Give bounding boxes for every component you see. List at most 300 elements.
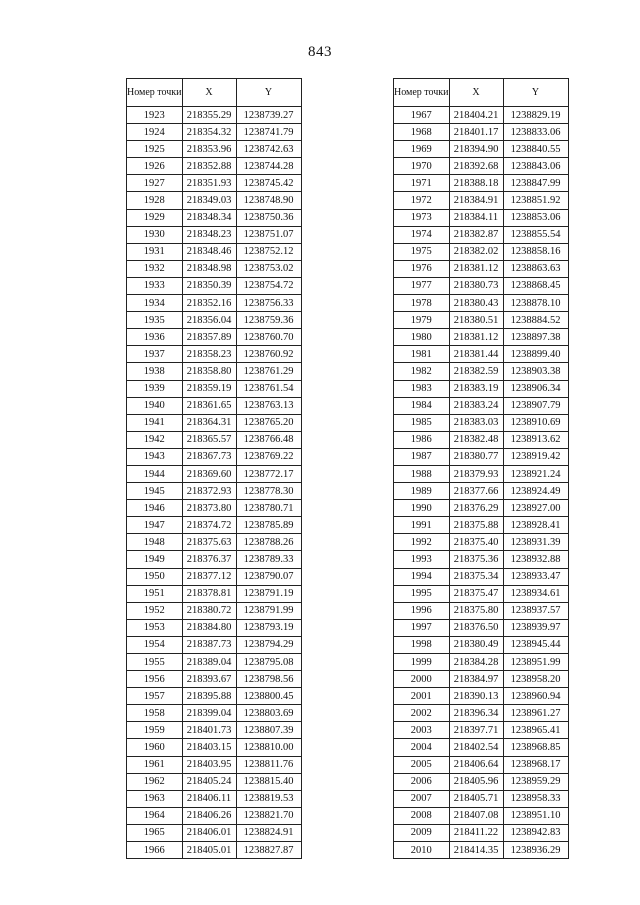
table-row bbox=[394, 209, 569, 226]
cell-point-number: 1926 bbox=[127, 158, 183, 175]
table-row bbox=[127, 585, 302, 602]
cell-x: 218384.11 bbox=[449, 209, 503, 226]
cell-y: 1238959.29 bbox=[503, 773, 568, 790]
cell-x: 218382.87 bbox=[449, 226, 503, 243]
cell-point-number: 1955 bbox=[127, 654, 183, 671]
cell-point-number: 1945 bbox=[127, 483, 183, 500]
table-row bbox=[394, 705, 569, 722]
cell-point-number: 1990 bbox=[394, 500, 450, 517]
cell-point-number: 2003 bbox=[394, 722, 450, 739]
cell-point-number: 1937 bbox=[127, 346, 183, 363]
cell-y: 1238807.39 bbox=[236, 722, 301, 739]
cell-point-number: 1982 bbox=[394, 363, 450, 380]
cell-x: 218375.40 bbox=[449, 534, 503, 551]
cell-y: 1238927.00 bbox=[503, 500, 568, 517]
table-row bbox=[127, 654, 302, 671]
cell-x: 218401.17 bbox=[449, 124, 503, 141]
table-row bbox=[127, 209, 302, 226]
cell-point-number: 1999 bbox=[394, 654, 450, 671]
cell-point-number: 1949 bbox=[127, 551, 183, 568]
table-row bbox=[127, 277, 302, 294]
cell-x: 218378.81 bbox=[182, 585, 236, 602]
cell-y: 1238960.94 bbox=[503, 688, 568, 705]
cell-x: 218373.80 bbox=[182, 500, 236, 517]
table-row bbox=[127, 602, 302, 619]
cell-point-number: 1964 bbox=[127, 807, 183, 824]
table-row bbox=[394, 517, 569, 534]
table-row bbox=[127, 500, 302, 517]
table-row bbox=[127, 192, 302, 209]
cell-y: 1238788.26 bbox=[236, 534, 301, 551]
cell-x: 218358.23 bbox=[182, 346, 236, 363]
cell-point-number: 1962 bbox=[127, 773, 183, 790]
cell-point-number: 1940 bbox=[127, 397, 183, 414]
cell-x: 218352.88 bbox=[182, 158, 236, 175]
cell-y: 1238780.71 bbox=[236, 500, 301, 517]
cell-x: 218348.34 bbox=[182, 209, 236, 226]
page-number: 843 bbox=[308, 44, 332, 60]
cell-y: 1238819.53 bbox=[236, 790, 301, 807]
cell-y: 1238778.30 bbox=[236, 483, 301, 500]
cell-x: 218382.48 bbox=[449, 431, 503, 448]
cell-y: 1238759.36 bbox=[236, 312, 301, 329]
cell-point-number: 1996 bbox=[394, 602, 450, 619]
cell-y: 1238745.42 bbox=[236, 175, 301, 192]
cell-x: 218403.15 bbox=[182, 739, 236, 756]
cell-y: 1238765.20 bbox=[236, 414, 301, 431]
cell-y: 1238932.88 bbox=[503, 551, 568, 568]
cell-y: 1238843.06 bbox=[503, 158, 568, 175]
cell-x: 218380.72 bbox=[182, 602, 236, 619]
table-row bbox=[394, 534, 569, 551]
cell-point-number: 1927 bbox=[127, 175, 183, 192]
cell-x: 218381.12 bbox=[449, 329, 503, 346]
cell-point-number: 1924 bbox=[127, 124, 183, 141]
cell-point-number: 1986 bbox=[394, 431, 450, 448]
cell-y: 1238753.02 bbox=[236, 260, 301, 277]
cell-y: 1238744.28 bbox=[236, 158, 301, 175]
cell-point-number: 1991 bbox=[394, 517, 450, 534]
cell-point-number: 1934 bbox=[127, 295, 183, 312]
table-row bbox=[127, 705, 302, 722]
table-row bbox=[394, 312, 569, 329]
cell-x: 218383.19 bbox=[449, 380, 503, 397]
table-row bbox=[127, 141, 302, 158]
cell-y: 1238910.69 bbox=[503, 414, 568, 431]
cell-x: 218354.32 bbox=[182, 124, 236, 141]
table-row bbox=[127, 363, 302, 380]
table-row bbox=[127, 124, 302, 141]
cell-y: 1238803.69 bbox=[236, 705, 301, 722]
table-row bbox=[394, 448, 569, 465]
table-row bbox=[127, 568, 302, 585]
cell-point-number: 1956 bbox=[127, 671, 183, 688]
header-x: X bbox=[182, 79, 236, 107]
cell-point-number: 1970 bbox=[394, 158, 450, 175]
cell-point-number: 1995 bbox=[394, 585, 450, 602]
cell-y: 1238931.39 bbox=[503, 534, 568, 551]
cell-x: 218367.73 bbox=[182, 448, 236, 465]
coordinates-table-left bbox=[126, 78, 302, 859]
cell-y: 1238754.72 bbox=[236, 277, 301, 294]
cell-point-number: 1974 bbox=[394, 226, 450, 243]
cell-y: 1238760.70 bbox=[236, 329, 301, 346]
cell-x: 218406.11 bbox=[182, 790, 236, 807]
header-x: X bbox=[449, 79, 503, 107]
cell-x: 218374.72 bbox=[182, 517, 236, 534]
cell-y: 1238772.17 bbox=[236, 465, 301, 482]
header-point-number: Номер точки bbox=[394, 79, 450, 107]
cell-point-number: 1972 bbox=[394, 192, 450, 209]
coordinates-table-right bbox=[393, 78, 569, 859]
cell-y: 1238751.07 bbox=[236, 226, 301, 243]
cell-x: 218396.34 bbox=[449, 705, 503, 722]
cell-point-number: 1992 bbox=[394, 534, 450, 551]
table-row bbox=[127, 107, 302, 124]
cell-point-number: 1929 bbox=[127, 209, 183, 226]
cell-x: 218406.01 bbox=[182, 824, 236, 841]
cell-y: 1238847.99 bbox=[503, 175, 568, 192]
table-row bbox=[394, 363, 569, 380]
table-row bbox=[394, 329, 569, 346]
cell-x: 218375.34 bbox=[449, 568, 503, 585]
cell-point-number: 1928 bbox=[127, 192, 183, 209]
table-row bbox=[394, 551, 569, 568]
table-row bbox=[127, 517, 302, 534]
cell-x: 218380.77 bbox=[449, 448, 503, 465]
cell-x: 218377.66 bbox=[449, 483, 503, 500]
cell-x: 218348.98 bbox=[182, 260, 236, 277]
table-row bbox=[127, 722, 302, 739]
cell-y: 1238824.91 bbox=[236, 824, 301, 841]
cell-point-number: 2001 bbox=[394, 688, 450, 705]
cell-x: 218389.04 bbox=[182, 654, 236, 671]
table-row bbox=[394, 568, 569, 585]
cell-y: 1238798.56 bbox=[236, 671, 301, 688]
cell-point-number: 1989 bbox=[394, 483, 450, 500]
table-row bbox=[127, 739, 302, 756]
cell-x: 218348.23 bbox=[182, 226, 236, 243]
cell-x: 218394.90 bbox=[449, 141, 503, 158]
cell-point-number: 1975 bbox=[394, 243, 450, 260]
table-row bbox=[127, 688, 302, 705]
cell-x: 218411.22 bbox=[449, 824, 503, 841]
cell-y: 1238761.54 bbox=[236, 380, 301, 397]
table-row bbox=[394, 483, 569, 500]
table-row bbox=[394, 124, 569, 141]
table-row bbox=[127, 312, 302, 329]
cell-x: 218376.50 bbox=[449, 619, 503, 636]
cell-y: 1238945.44 bbox=[503, 636, 568, 653]
cell-point-number: 1938 bbox=[127, 363, 183, 380]
cell-x: 218406.26 bbox=[182, 807, 236, 824]
table-row bbox=[127, 295, 302, 312]
cell-y: 1238937.57 bbox=[503, 602, 568, 619]
cell-y: 1238763.13 bbox=[236, 397, 301, 414]
table-header-row bbox=[394, 79, 569, 107]
cell-x: 218357.89 bbox=[182, 329, 236, 346]
cell-x: 218375.80 bbox=[449, 602, 503, 619]
table-row bbox=[127, 380, 302, 397]
cell-y: 1238933.47 bbox=[503, 568, 568, 585]
cell-y: 1238936.29 bbox=[503, 842, 568, 859]
table-row bbox=[394, 192, 569, 209]
cell-x: 218369.60 bbox=[182, 465, 236, 482]
cell-y: 1238750.36 bbox=[236, 209, 301, 226]
cell-point-number: 1988 bbox=[394, 465, 450, 482]
cell-y: 1238741.79 bbox=[236, 124, 301, 141]
table-row bbox=[394, 141, 569, 158]
cell-y: 1238934.61 bbox=[503, 585, 568, 602]
cell-x: 218372.93 bbox=[182, 483, 236, 500]
cell-y: 1238760.92 bbox=[236, 346, 301, 363]
cell-x: 218380.51 bbox=[449, 312, 503, 329]
cell-y: 1238761.29 bbox=[236, 363, 301, 380]
cell-point-number: 1925 bbox=[127, 141, 183, 158]
cell-y: 1238907.79 bbox=[503, 397, 568, 414]
table-row bbox=[127, 431, 302, 448]
cell-point-number: 1932 bbox=[127, 260, 183, 277]
table-row bbox=[127, 243, 302, 260]
cell-x: 218382.02 bbox=[449, 243, 503, 260]
cell-y: 1238897.38 bbox=[503, 329, 568, 346]
cell-point-number: 1980 bbox=[394, 329, 450, 346]
cell-y: 1238815.40 bbox=[236, 773, 301, 790]
table-row bbox=[127, 807, 302, 824]
cell-x: 218364.31 bbox=[182, 414, 236, 431]
table-row bbox=[127, 551, 302, 568]
table-row bbox=[127, 448, 302, 465]
table-row bbox=[394, 260, 569, 277]
cell-y: 1238939.97 bbox=[503, 619, 568, 636]
cell-point-number: 2000 bbox=[394, 671, 450, 688]
table-row bbox=[394, 380, 569, 397]
cell-y: 1238811.76 bbox=[236, 756, 301, 773]
cell-point-number: 1983 bbox=[394, 380, 450, 397]
cell-y: 1238919.42 bbox=[503, 448, 568, 465]
table-row bbox=[127, 790, 302, 807]
cell-point-number: 1952 bbox=[127, 602, 183, 619]
cell-y: 1238833.06 bbox=[503, 124, 568, 141]
cell-x: 218349.03 bbox=[182, 192, 236, 209]
cell-point-number: 1973 bbox=[394, 209, 450, 226]
table-row bbox=[394, 619, 569, 636]
cell-y: 1238785.89 bbox=[236, 517, 301, 534]
table-row bbox=[394, 107, 569, 124]
cell-point-number: 1948 bbox=[127, 534, 183, 551]
table-row bbox=[127, 773, 302, 790]
cell-point-number: 1935 bbox=[127, 312, 183, 329]
table-row bbox=[394, 346, 569, 363]
cell-x: 218382.59 bbox=[449, 363, 503, 380]
table-row bbox=[394, 397, 569, 414]
cell-point-number: 1981 bbox=[394, 346, 450, 363]
cell-x: 218379.93 bbox=[449, 465, 503, 482]
cell-x: 218392.68 bbox=[449, 158, 503, 175]
cell-y: 1238756.33 bbox=[236, 295, 301, 312]
cell-point-number: 2004 bbox=[394, 739, 450, 756]
cell-x: 218405.71 bbox=[449, 790, 503, 807]
cell-y: 1238789.33 bbox=[236, 551, 301, 568]
cell-y: 1238851.92 bbox=[503, 192, 568, 209]
table-row bbox=[127, 175, 302, 192]
cell-x: 218353.96 bbox=[182, 141, 236, 158]
cell-point-number: 1994 bbox=[394, 568, 450, 585]
cell-x: 218361.65 bbox=[182, 397, 236, 414]
cell-point-number: 1984 bbox=[394, 397, 450, 414]
table-row bbox=[394, 414, 569, 431]
cell-y: 1238829.19 bbox=[503, 107, 568, 124]
cell-y: 1238766.48 bbox=[236, 431, 301, 448]
table-row bbox=[127, 756, 302, 773]
cell-x: 218377.12 bbox=[182, 568, 236, 585]
cell-x: 218405.96 bbox=[449, 773, 503, 790]
cell-y: 1238868.45 bbox=[503, 277, 568, 294]
cell-x: 218404.21 bbox=[449, 107, 503, 124]
cell-x: 218350.39 bbox=[182, 277, 236, 294]
table-row bbox=[127, 329, 302, 346]
cell-y: 1238921.24 bbox=[503, 465, 568, 482]
table-row bbox=[127, 636, 302, 653]
cell-point-number: 1958 bbox=[127, 705, 183, 722]
cell-x: 218403.95 bbox=[182, 756, 236, 773]
table-row bbox=[127, 824, 302, 841]
cell-x: 218402.54 bbox=[449, 739, 503, 756]
cell-point-number: 1968 bbox=[394, 124, 450, 141]
cell-point-number: 1944 bbox=[127, 465, 183, 482]
table-row bbox=[394, 465, 569, 482]
table-row bbox=[394, 500, 569, 517]
cell-point-number: 1936 bbox=[127, 329, 183, 346]
table-row bbox=[394, 688, 569, 705]
cell-y: 1238942.83 bbox=[503, 824, 568, 841]
cell-y: 1238752.12 bbox=[236, 243, 301, 260]
cell-y: 1238878.10 bbox=[503, 295, 568, 312]
table-row bbox=[394, 295, 569, 312]
cell-point-number: 1942 bbox=[127, 431, 183, 448]
cell-x: 218381.44 bbox=[449, 346, 503, 363]
table-row bbox=[127, 158, 302, 175]
table-row bbox=[127, 414, 302, 431]
cell-x: 218384.28 bbox=[449, 654, 503, 671]
cell-point-number: 1933 bbox=[127, 277, 183, 294]
cell-point-number: 1977 bbox=[394, 277, 450, 294]
cell-y: 1238899.40 bbox=[503, 346, 568, 363]
cell-point-number: 1923 bbox=[127, 107, 183, 124]
cell-y: 1238965.41 bbox=[503, 722, 568, 739]
cell-y: 1238769.22 bbox=[236, 448, 301, 465]
cell-x: 218359.19 bbox=[182, 380, 236, 397]
cell-x: 218407.08 bbox=[449, 807, 503, 824]
cell-x: 218381.12 bbox=[449, 260, 503, 277]
cell-x: 218380.43 bbox=[449, 295, 503, 312]
cell-y: 1238924.49 bbox=[503, 483, 568, 500]
cell-point-number: 1941 bbox=[127, 414, 183, 431]
cell-point-number: 2005 bbox=[394, 756, 450, 773]
cell-y: 1238958.33 bbox=[503, 790, 568, 807]
cell-point-number: 1957 bbox=[127, 688, 183, 705]
cell-point-number: 1993 bbox=[394, 551, 450, 568]
cell-y: 1238739.27 bbox=[236, 107, 301, 124]
cell-point-number: 1943 bbox=[127, 448, 183, 465]
cell-y: 1238794.29 bbox=[236, 636, 301, 653]
cell-x: 218384.91 bbox=[449, 192, 503, 209]
header-y: Y bbox=[236, 79, 301, 107]
cell-point-number: 1971 bbox=[394, 175, 450, 192]
cell-point-number: 1976 bbox=[394, 260, 450, 277]
table-row bbox=[394, 654, 569, 671]
table-row bbox=[394, 158, 569, 175]
table-row bbox=[394, 807, 569, 824]
cell-y: 1238903.38 bbox=[503, 363, 568, 380]
cell-point-number: 1963 bbox=[127, 790, 183, 807]
coordinates-body-left bbox=[127, 107, 302, 859]
cell-x: 218352.16 bbox=[182, 295, 236, 312]
cell-point-number: 1939 bbox=[127, 380, 183, 397]
cell-point-number: 2009 bbox=[394, 824, 450, 841]
cell-point-number: 1997 bbox=[394, 619, 450, 636]
cell-x: 218405.24 bbox=[182, 773, 236, 790]
coordinates-body-right bbox=[394, 107, 569, 859]
cell-y: 1238968.85 bbox=[503, 739, 568, 756]
cell-point-number: 2006 bbox=[394, 773, 450, 790]
cell-point-number: 1987 bbox=[394, 448, 450, 465]
cell-x: 218348.46 bbox=[182, 243, 236, 260]
table-row bbox=[394, 277, 569, 294]
cell-x: 218401.73 bbox=[182, 722, 236, 739]
cell-y: 1238790.07 bbox=[236, 568, 301, 585]
cell-y: 1238951.99 bbox=[503, 654, 568, 671]
table-row bbox=[127, 619, 302, 636]
cell-x: 218406.64 bbox=[449, 756, 503, 773]
cell-x: 218384.97 bbox=[449, 671, 503, 688]
cell-point-number: 1951 bbox=[127, 585, 183, 602]
cell-x: 218390.13 bbox=[449, 688, 503, 705]
table-row bbox=[394, 226, 569, 243]
cell-y: 1238928.41 bbox=[503, 517, 568, 534]
cell-point-number: 1954 bbox=[127, 636, 183, 653]
table-row bbox=[394, 636, 569, 653]
cell-point-number: 1965 bbox=[127, 824, 183, 841]
cell-point-number: 2008 bbox=[394, 807, 450, 824]
cell-x: 218395.88 bbox=[182, 688, 236, 705]
table-row bbox=[127, 534, 302, 551]
cell-y: 1238791.19 bbox=[236, 585, 301, 602]
cell-x: 218380.49 bbox=[449, 636, 503, 653]
table-row bbox=[394, 756, 569, 773]
cell-point-number: 1966 bbox=[127, 842, 183, 859]
cell-y: 1238906.34 bbox=[503, 380, 568, 397]
table-row bbox=[394, 773, 569, 790]
table-row bbox=[394, 739, 569, 756]
cell-x: 218351.93 bbox=[182, 175, 236, 192]
cell-x: 218383.03 bbox=[449, 414, 503, 431]
table-row bbox=[127, 397, 302, 414]
table-header-row bbox=[127, 79, 302, 107]
cell-x: 218405.01 bbox=[182, 842, 236, 859]
cell-point-number: 2002 bbox=[394, 705, 450, 722]
cell-y: 1238795.08 bbox=[236, 654, 301, 671]
table-row bbox=[394, 602, 569, 619]
cell-point-number: 1985 bbox=[394, 414, 450, 431]
cell-point-number: 1959 bbox=[127, 722, 183, 739]
cell-x: 218387.73 bbox=[182, 636, 236, 653]
table-row bbox=[394, 722, 569, 739]
cell-y: 1238821.70 bbox=[236, 807, 301, 824]
cell-y: 1238884.52 bbox=[503, 312, 568, 329]
cell-y: 1238853.06 bbox=[503, 209, 568, 226]
cell-x: 218380.73 bbox=[449, 277, 503, 294]
